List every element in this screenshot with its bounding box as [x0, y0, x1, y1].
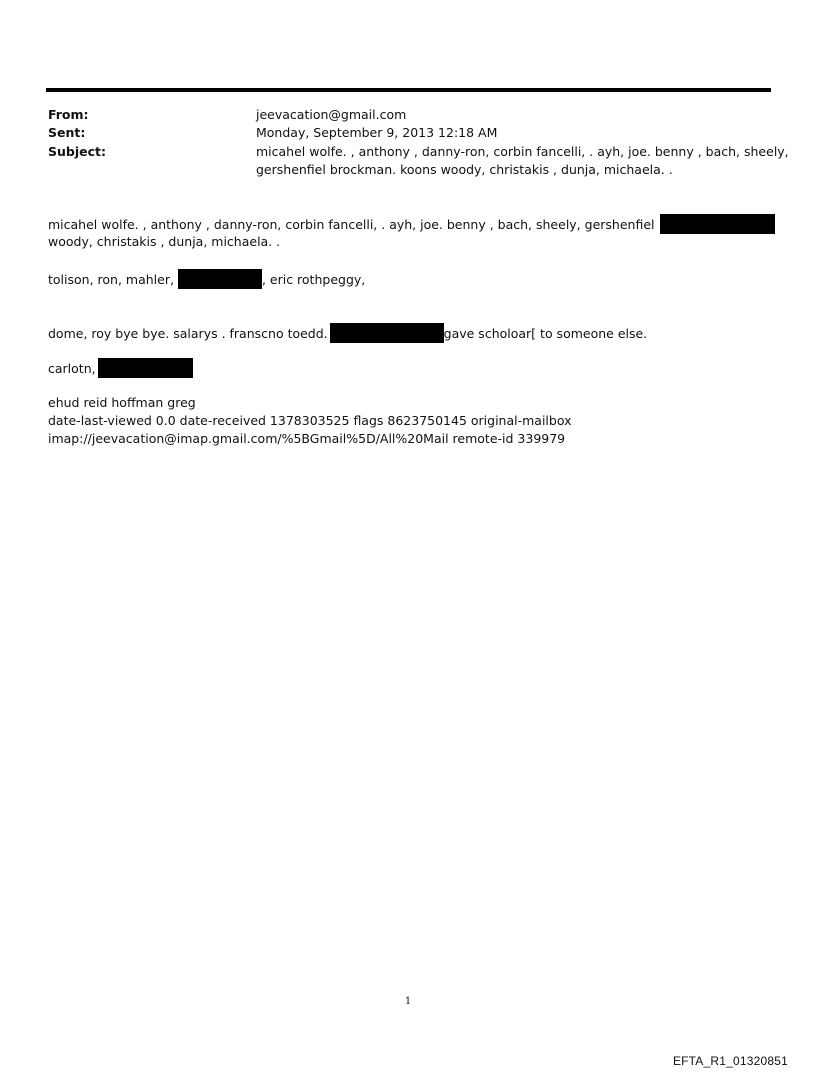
redaction-box — [660, 214, 775, 234]
body-text-1a: micahel wolfe. , anthony , danny-ron, corbin fancelli, . ayh, joe. benny , bach, sheely, gershenfiel — [48, 217, 655, 232]
body-line-3 — [48, 323, 647, 343]
subject-value-line2: gershenfiel brockman. koons woody, christakis , dunja, michaela. . — [256, 162, 673, 177]
body-text-2a: tolison, ron, mahler, — [48, 272, 174, 287]
body-text-3b: gave scholoar[ to someone else. — [443, 326, 648, 341]
from-value: jeevacation@gmail.com — [256, 107, 407, 122]
body-text-4: carlotn, — [48, 361, 96, 376]
body-line-4 — [48, 358, 193, 378]
sent-value: Monday, September 9, 2013 12:18 AM — [256, 125, 498, 140]
subject-label: Subject: — [48, 144, 106, 159]
bates-number: EFTA_R1_01320851 — [672, 1054, 788, 1068]
redaction-box — [98, 358, 193, 378]
body-line-1 — [48, 214, 775, 234]
header-rule — [46, 88, 771, 92]
body-line-5: ehud reid hoffman greg — [48, 395, 196, 410]
body-line-7: imap://jeevacation@imap.gmail.com/%5BGmail%5D/All%20Mail remote-id 339979 — [48, 431, 566, 446]
body-line-6: date-last-viewed 0.0 date-received 1378303525 flags 8623750145 original-mailbox — [48, 413, 572, 428]
body-text-3a: dome, roy bye bye. salarys . franscno toedd. — [48, 326, 328, 341]
page-number: 1 — [404, 996, 412, 1007]
body-line-1b: woody, christakis , dunja, michaela. . — [48, 234, 281, 249]
redaction-box — [178, 269, 262, 289]
body-text-2b: , eric rothpeggy, — [261, 272, 366, 287]
redaction-box — [330, 323, 444, 343]
subject-value-line1: micahel wolfe. , anthony , danny-ron, corbin fancelli, . ayh, joe. benny , bach, sheely, — [256, 144, 789, 159]
sent-label: Sent: — [48, 125, 86, 140]
body-line-2 — [48, 269, 365, 289]
from-label: From: — [48, 107, 89, 122]
